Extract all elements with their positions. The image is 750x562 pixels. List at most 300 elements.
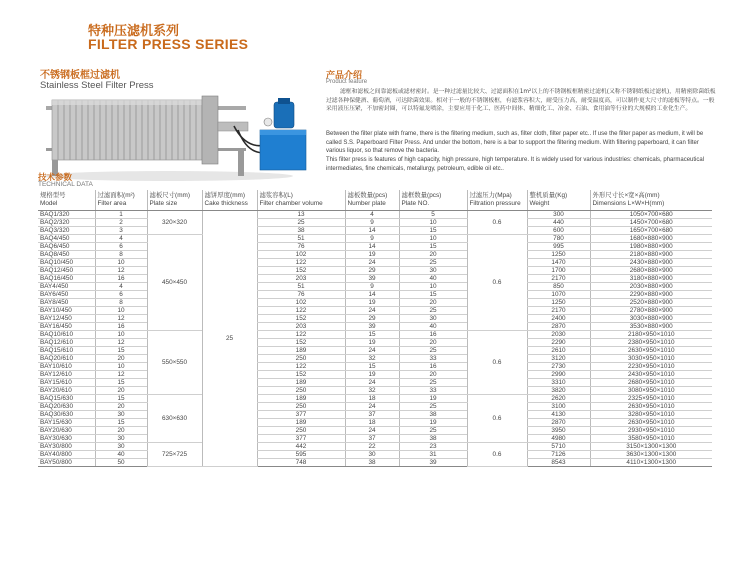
technical-data-table — [38, 190, 712, 467]
dimensions-cell: 3030×880×900 — [590, 314, 712, 322]
frame-number-cell: 40 — [399, 322, 467, 330]
dimensions-cell: 2230×950×1010 — [590, 362, 712, 370]
weight-cell: 2990 — [527, 370, 590, 378]
frame-number-cell: 16 — [399, 330, 467, 338]
column-header — [399, 190, 467, 210]
model-cell: BAY10/610 — [38, 362, 95, 370]
frame-number-cell: 20 — [399, 338, 467, 346]
weight-cell: 4130 — [527, 410, 590, 418]
frame-number-cell: 33 — [399, 386, 467, 394]
model-cell: BAQ15/610 — [38, 346, 95, 354]
frame-number-cell: 25 — [399, 306, 467, 314]
model-cell: BAQ10/610 — [38, 330, 95, 338]
plate-number-cell: 29 — [345, 314, 399, 322]
weight-cell: 2610 — [527, 346, 590, 354]
model-cell: BAY30/800 — [38, 442, 95, 450]
model-cell: BAY6/450 — [38, 290, 95, 298]
intro-title-cn: 产品介绍 — [326, 71, 363, 81]
frame-number-cell: 19 — [399, 418, 467, 426]
dimensions-cell: 2680×950×1010 — [590, 378, 712, 386]
frame-number-cell: 10 — [399, 234, 467, 242]
weight-cell: 600 — [527, 226, 590, 234]
column-header-cn: 过滤面积(m²) — [97, 192, 135, 200]
table-row — [38, 338, 712, 346]
model-cell: BAY30/630 — [38, 434, 95, 442]
model-cell: BAQ4/450 — [38, 234, 95, 242]
model-cell: BAY15/630 — [38, 418, 95, 426]
product-name-en: Stainless Steel Filter Press — [40, 80, 154, 91]
frame-number-cell: 25 — [399, 346, 467, 354]
dimensions-cell: 2630×950×1010 — [590, 402, 712, 410]
chamber-volume-cell: 189 — [257, 378, 345, 386]
model-cell: BAY20/630 — [38, 426, 95, 434]
frame-number-cell: 10 — [399, 218, 467, 226]
filtration-pressure-cell: 0.6 — [467, 234, 527, 330]
weight-cell: 2170 — [527, 274, 590, 282]
filter-area-cell: 15 — [95, 394, 147, 402]
table-row — [38, 322, 712, 330]
frame-number-cell: 20 — [399, 250, 467, 258]
table-header-row — [38, 190, 712, 210]
table-row — [38, 458, 712, 466]
table-row — [38, 234, 712, 242]
filter-area-cell: 10 — [95, 362, 147, 370]
chamber-volume-cell: 152 — [257, 314, 345, 322]
filter-area-cell: 16 — [95, 322, 147, 330]
chamber-volume-cell: 76 — [257, 242, 345, 250]
plate-number-cell: 24 — [345, 378, 399, 386]
filter-area-cell: 20 — [95, 426, 147, 434]
intro-title-en: Product feature — [326, 79, 368, 85]
dimensions-cell: 2680×880×900 — [590, 266, 712, 274]
chamber-volume-cell: 102 — [257, 298, 345, 306]
filter-area-cell: 50 — [95, 458, 147, 466]
intro-paragraph-en-1: Between the filter plate with frame, there is the filtering medium, such as, filter cloth, filter paper etc.. If use the filter paper as medium, it will be called S.S. Paperboard Filter Press. And under the bottom, here is a bar to support the filtering medium. With filtering paperboard, it can filter various liquor, so that remove the bacteria. — [326, 131, 704, 155]
series-title-en: FILTER PRESS SERIES — [88, 36, 249, 52]
column-header — [257, 190, 345, 210]
filter-area-cell: 20 — [95, 386, 147, 394]
filter-area-cell: 6 — [95, 290, 147, 298]
plate-number-cell: 15 — [345, 362, 399, 370]
table-row — [38, 418, 712, 426]
weight-cell: 300 — [527, 210, 590, 218]
table-row — [38, 258, 712, 266]
table-row — [38, 410, 712, 418]
filter-area-cell: 20 — [95, 354, 147, 362]
plate-number-cell: 24 — [345, 346, 399, 354]
filter-area-cell: 10 — [95, 330, 147, 338]
chamber-volume-cell: 122 — [257, 330, 345, 338]
filter-area-cell: 30 — [95, 434, 147, 442]
column-header — [202, 190, 257, 210]
dimensions-cell: 1980×880×900 — [590, 242, 712, 250]
filter-area-cell: 4 — [95, 234, 147, 242]
chamber-volume-cell: 122 — [257, 362, 345, 370]
dimensions-cell: 3280×950×1010 — [590, 410, 712, 418]
weight-cell: 1250 — [527, 298, 590, 306]
weight-cell: 1250 — [527, 250, 590, 258]
dimensions-cell: 3530×880×900 — [590, 322, 712, 330]
chamber-volume-cell: 102 — [257, 250, 345, 258]
column-header — [467, 190, 527, 210]
dimensions-cell: 3150×1300×1300 — [590, 442, 712, 450]
plate-number-cell: 39 — [345, 274, 399, 282]
column-header-cn: 滤饼厚度(mm) — [204, 192, 245, 200]
chamber-volume-cell: 189 — [257, 418, 345, 426]
table-row — [38, 290, 712, 298]
chamber-volume-cell: 189 — [257, 346, 345, 354]
column-header — [95, 190, 147, 210]
filter-area-cell: 15 — [95, 346, 147, 354]
frame-number-cell: 33 — [399, 354, 467, 362]
dimensions-cell: 2180×950×1010 — [590, 330, 712, 338]
filter-area-cell: 6 — [95, 242, 147, 250]
column-header-en: Number plate — [347, 199, 386, 207]
filter-area-cell: 10 — [95, 258, 147, 266]
table-row — [38, 226, 712, 234]
frame-number-cell: 38 — [399, 410, 467, 418]
table-row — [38, 378, 712, 386]
filter-area-cell: 2 — [95, 218, 147, 226]
plate-number-cell: 37 — [345, 434, 399, 442]
dimensions-cell: 2780×880×900 — [590, 306, 712, 314]
plate-size-cell: 550×550 — [147, 330, 202, 394]
weight-cell: 8543 — [527, 458, 590, 466]
product-name-cn: 不锈钢板框过滤机 — [40, 70, 120, 81]
weight-cell: 2290 — [527, 338, 590, 346]
model-cell: BAY8/450 — [38, 298, 95, 306]
column-header-cn: 滤框数量(pcs) — [401, 192, 442, 200]
chamber-volume-cell: 152 — [257, 266, 345, 274]
plate-number-cell: 24 — [345, 258, 399, 266]
filtration-pressure-cell: 0.6 — [467, 210, 527, 234]
table-row — [38, 306, 712, 314]
column-header-cn: 规格型号 — [40, 192, 66, 200]
column-header — [147, 190, 202, 210]
weight-cell: 3120 — [527, 354, 590, 362]
plate-number-cell: 24 — [345, 306, 399, 314]
filter-area-cell: 30 — [95, 442, 147, 450]
model-cell: BAQ1/320 — [38, 210, 95, 218]
model-cell: BAQ20/610 — [38, 354, 95, 362]
table-row — [38, 218, 712, 226]
column-header-en: Cake thickness — [204, 199, 248, 207]
table-body — [38, 210, 712, 466]
chamber-volume-cell: 25 — [257, 218, 345, 226]
filter-area-cell: 12 — [95, 266, 147, 274]
table-row — [38, 434, 712, 442]
weight-cell: 2170 — [527, 306, 590, 314]
table-row — [38, 426, 712, 434]
intro-paragraph-cn: 滤框和滤板之间靠滤板或滤材密封。是一种过滤量比较大、过滤面积在1m²以上的不锈钢板框精密过滤机(又称不锈钢纸板过滤机)，用精密除菌纸板过滤各种保健酒、葡萄酒，可达除菌效果。相对于一般的不锈钢板框，有滤浆容积大，耐受压力高，耐受温度高，可以制作更大尺寸的滤板等特点。一般采用液压压紧，不加密封圈，可以特氟龙喷涂，主要应用于化工、医药中间体、精细化工、冶金、石油、食用油等行业的大规模的工业化生产。 — [326, 89, 716, 113]
table-row — [38, 314, 712, 322]
chamber-volume-cell: 51 — [257, 282, 345, 290]
plate-number-cell: 38 — [345, 458, 399, 466]
column-header-cn: 滤板尺寸(mm) — [149, 192, 190, 200]
frame-number-cell: 19 — [399, 394, 467, 402]
table-row — [38, 282, 712, 290]
column-header-cn: 外形尺寸长×宽×高(mm) — [592, 192, 660, 200]
frame-number-cell: 25 — [399, 378, 467, 386]
chamber-volume-cell: 51 — [257, 234, 345, 242]
filter-area-cell: 12 — [95, 338, 147, 346]
chamber-volume-cell: 250 — [257, 426, 345, 434]
chamber-volume-cell: 203 — [257, 322, 345, 330]
filter-area-cell: 3 — [95, 226, 147, 234]
filter-area-cell: 1 — [95, 210, 147, 218]
plate-number-cell: 30 — [345, 450, 399, 458]
chamber-volume-cell: 122 — [257, 258, 345, 266]
plate-number-cell: 19 — [345, 298, 399, 306]
model-cell: BAQ2/320 — [38, 218, 95, 226]
filter-press-photo — [38, 92, 314, 182]
plate-number-cell: 14 — [345, 226, 399, 234]
chamber-volume-cell: 595 — [257, 450, 345, 458]
chamber-volume-cell: 152 — [257, 370, 345, 378]
weight-cell: 1700 — [527, 266, 590, 274]
plate-size-cell: 725×725 — [147, 442, 202, 466]
table-row — [38, 402, 712, 410]
filtration-pressure-cell: 0.6 — [467, 330, 527, 394]
plate-number-cell: 14 — [345, 242, 399, 250]
weight-cell: 4980 — [527, 434, 590, 442]
column-header-en: Weight — [529, 199, 550, 207]
model-cell: BAQ10/450 — [38, 258, 95, 266]
model-cell: BAY4/450 — [38, 282, 95, 290]
column-header-en: Plate size — [149, 199, 178, 207]
weight-cell: 780 — [527, 234, 590, 242]
frame-number-cell: 40 — [399, 274, 467, 282]
table-row — [38, 274, 712, 282]
plate-size-cell: 320×320 — [147, 210, 202, 234]
chamber-volume-cell: 442 — [257, 442, 345, 450]
dimensions-cell: 3630×1300×1300 — [590, 450, 712, 458]
column-header — [345, 190, 399, 210]
column-header-en: Filter area — [97, 199, 127, 207]
column-header — [590, 190, 712, 210]
chamber-volume-cell: 250 — [257, 386, 345, 394]
plate-number-cell: 24 — [345, 402, 399, 410]
model-cell: BAY10/450 — [38, 306, 95, 314]
plate-number-cell: 9 — [345, 234, 399, 242]
dimensions-cell: 3180×880×900 — [590, 274, 712, 282]
chamber-volume-cell: 250 — [257, 354, 345, 362]
table-row — [38, 298, 712, 306]
plate-number-cell: 18 — [345, 418, 399, 426]
weight-cell: 2730 — [527, 362, 590, 370]
model-cell: BAY40/800 — [38, 450, 95, 458]
plate-number-cell: 15 — [345, 330, 399, 338]
chamber-volume-cell: 152 — [257, 338, 345, 346]
dimensions-cell: 1450×700×680 — [590, 218, 712, 226]
model-cell: BAY50/800 — [38, 458, 95, 466]
plate-number-cell: 39 — [345, 322, 399, 330]
filter-area-cell: 10 — [95, 306, 147, 314]
plate-size-cell: 630×630 — [147, 394, 202, 442]
frame-number-cell: 25 — [399, 402, 467, 410]
table-row — [38, 330, 712, 338]
weight-cell: 2030 — [527, 330, 590, 338]
plate-number-cell: 14 — [345, 290, 399, 298]
filter-area-cell: 15 — [95, 378, 147, 386]
weight-cell: 3310 — [527, 378, 590, 386]
model-cell: BAQ8/450 — [38, 250, 95, 258]
plate-number-cell: 24 — [345, 426, 399, 434]
plate-number-cell: 32 — [345, 386, 399, 394]
filter-area-cell: 12 — [95, 370, 147, 378]
filter-area-cell: 8 — [95, 298, 147, 306]
plate-number-cell: 9 — [345, 282, 399, 290]
column-header-en: Plate NO. — [401, 199, 430, 207]
frame-number-cell: 16 — [399, 362, 467, 370]
frame-number-cell: 15 — [399, 242, 467, 250]
model-cell: BAQ20/630 — [38, 402, 95, 410]
chamber-volume-cell: 377 — [257, 410, 345, 418]
weight-cell: 5710 — [527, 442, 590, 450]
weight-cell: 1470 — [527, 258, 590, 266]
frame-number-cell: 31 — [399, 450, 467, 458]
frame-number-cell: 39 — [399, 458, 467, 466]
technical-title-cn: 技术参数 — [38, 173, 73, 183]
weight-cell: 995 — [527, 242, 590, 250]
column-header-en: Model — [40, 199, 58, 207]
dimensions-cell: 1680×880×900 — [590, 234, 712, 242]
plate-number-cell: 19 — [345, 250, 399, 258]
table-row — [38, 370, 712, 378]
weight-cell: 1070 — [527, 290, 590, 298]
frame-number-cell: 15 — [399, 290, 467, 298]
plate-number-cell: 19 — [345, 338, 399, 346]
plate-number-cell: 9 — [345, 218, 399, 226]
model-cell: BAQ6/450 — [38, 242, 95, 250]
model-cell: BAY16/450 — [38, 322, 95, 330]
plate-size-cell: 450×450 — [147, 234, 202, 330]
weight-cell: 440 — [527, 218, 590, 226]
model-cell: BAY20/610 — [38, 386, 95, 394]
intro-paragraph-en-2: This filter press is features of high capacity, high pressure, high temperature. It is widely used for various industries: chemicals, pharmaceutical intermediates, fine chemicals, metallurgy, petroleum, edible oil etc.. — [326, 157, 705, 172]
model-cell: BAY12/610 — [38, 370, 95, 378]
frame-number-cell: 15 — [399, 226, 467, 234]
weight-cell: 850 — [527, 282, 590, 290]
frame-number-cell: 25 — [399, 258, 467, 266]
model-cell: BAY15/610 — [38, 378, 95, 386]
table-row — [38, 362, 712, 370]
frame-number-cell: 30 — [399, 266, 467, 274]
weight-cell: 3820 — [527, 386, 590, 394]
chamber-volume-cell: 38 — [257, 226, 345, 234]
dimensions-cell: 2630×950×1010 — [590, 418, 712, 426]
weight-cell: 2620 — [527, 394, 590, 402]
chamber-volume-cell: 377 — [257, 434, 345, 442]
dimensions-cell: 2380×950×1010 — [590, 338, 712, 346]
dimensions-cell: 2030×880×900 — [590, 282, 712, 290]
chamber-volume-cell: 76 — [257, 290, 345, 298]
table-row — [38, 346, 712, 354]
column-header-en: Dimensions L×W×H(mm) — [592, 199, 665, 207]
filter-area-cell: 4 — [95, 282, 147, 290]
table-row — [38, 210, 712, 218]
plate-stack — [52, 100, 202, 160]
table-row — [38, 450, 712, 458]
model-cell: BAQ12/610 — [38, 338, 95, 346]
weight-cell: 3100 — [527, 402, 590, 410]
dimensions-cell: 4110×1300×1300 — [590, 458, 712, 466]
weight-cell: 2400 — [527, 314, 590, 322]
model-cell: BAQ3/320 — [38, 226, 95, 234]
frame-number-cell: 23 — [399, 442, 467, 450]
frame-number-cell: 38 — [399, 434, 467, 442]
plate-number-cell: 32 — [345, 354, 399, 362]
dimensions-cell: 2520×880×900 — [590, 298, 712, 306]
dimensions-cell: 2430×950×1010 — [590, 370, 712, 378]
plate-number-cell: 37 — [345, 410, 399, 418]
column-header — [38, 190, 95, 210]
model-cell: BAQ16/450 — [38, 274, 95, 282]
table-row — [38, 442, 712, 450]
dimensions-cell: 3580×950×1010 — [590, 434, 712, 442]
technical-title-en: TECHNICAL DATA — [38, 181, 93, 188]
plate-number-cell: 22 — [345, 442, 399, 450]
filter-area-cell: 16 — [95, 274, 147, 282]
dimensions-cell: 3030×950×1010 — [590, 354, 712, 362]
column-header-cn: 滤板数量(pcs) — [347, 192, 388, 200]
frame-number-cell: 25 — [399, 426, 467, 434]
chamber-volume-cell: 122 — [257, 306, 345, 314]
table-row — [38, 386, 712, 394]
model-cell: BAQ12/450 — [38, 266, 95, 274]
weight-cell: 2870 — [527, 322, 590, 330]
chamber-volume-cell: 250 — [257, 402, 345, 410]
column-header-cn: 滤浆容积(L) — [259, 192, 293, 200]
dimensions-cell: 2630×950×1010 — [590, 346, 712, 354]
column-header — [527, 190, 590, 210]
dimensions-cell: 2180×880×900 — [590, 250, 712, 258]
dimensions-cell: 1650×700×680 — [590, 226, 712, 234]
weight-cell: 7126 — [527, 450, 590, 458]
chamber-volume-cell: 203 — [257, 274, 345, 282]
chamber-volume-cell: 189 — [257, 394, 345, 402]
column-header-en: Filter chamber volume — [259, 199, 323, 207]
table-row — [38, 242, 712, 250]
cake-thickness-cell: 25 — [202, 210, 257, 466]
dimensions-cell: 2430×880×900 — [590, 258, 712, 266]
plate-number-cell: 4 — [345, 210, 399, 218]
dimensions-cell: 1050×700×680 — [590, 210, 712, 218]
column-header-cn: 过滤压力(Mpa) — [469, 192, 512, 200]
plate-number-cell: 18 — [345, 394, 399, 402]
filter-area-cell: 30 — [95, 410, 147, 418]
chamber-volume-cell: 13 — [257, 210, 345, 218]
dimensions-cell: 2930×950×1010 — [590, 426, 712, 434]
filter-area-cell: 40 — [95, 450, 147, 458]
dimensions-cell: 2325×950×1010 — [590, 394, 712, 402]
frame-number-cell: 30 — [399, 314, 467, 322]
weight-cell: 2870 — [527, 418, 590, 426]
dimensions-cell: 2290×880×900 — [590, 290, 712, 298]
model-cell: BAY12/450 — [38, 314, 95, 322]
frame-number-cell: 20 — [399, 370, 467, 378]
filtration-pressure-cell: 0.6 — [467, 442, 527, 466]
table-row — [38, 354, 712, 362]
table-row — [38, 266, 712, 274]
dimensions-cell: 3080×950×1010 — [590, 386, 712, 394]
plate-number-cell: 29 — [345, 266, 399, 274]
column-header-en: Filtration pressure — [469, 199, 521, 207]
filtration-pressure-cell: 0.6 — [467, 394, 527, 442]
table-row — [38, 394, 712, 402]
series-title-cn: 特种压滤机系列 — [88, 24, 180, 39]
table-row — [38, 250, 712, 258]
